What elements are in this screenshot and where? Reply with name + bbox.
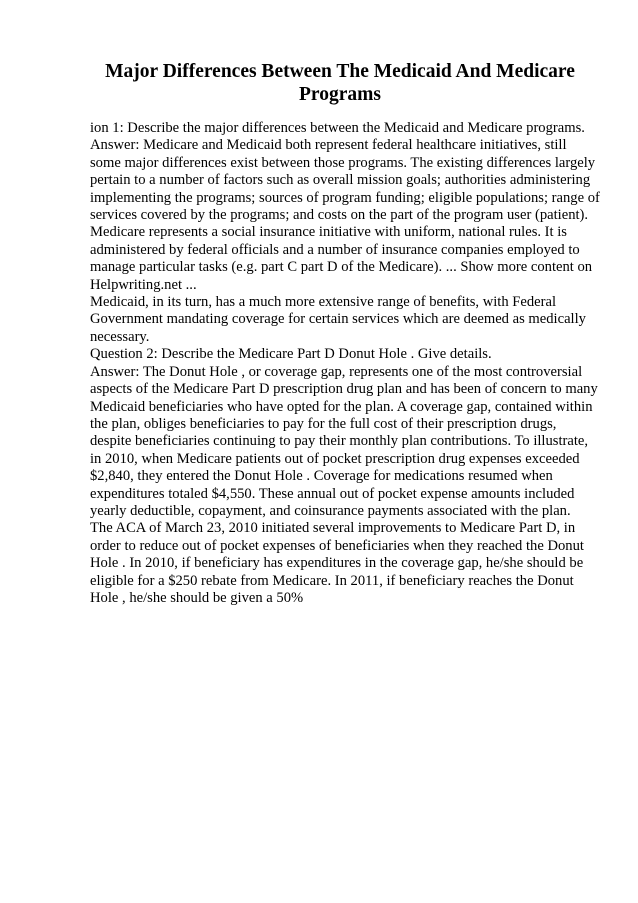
paragraph-medicare: Medicare represents a social insurance initiative with uniform, national rules. It is administered by federal officials and a number of insurance companies employed to manage particular tasks (e.g. part C part D of the Medicare). ... Show more content on Helpwriting.net ...	[90, 224, 593, 293]
paragraph-answer-2: Answer: The Donut Hole , or coverage gap, represents one of the most controversial aspects of the Medicare Part D prescription drug plan and has been of concern to many Medicaid beneficiaries who have opted for the plan. A coverage gap, contained within the plan, obliges beneficiaries to pay for the full cost of their prescription drugs, despite beneficiaries continuing to pay their monthly plan contributions. To illustrate, in 2010, when Medicare patients out of pocket prescription drug expenses exceeded $2,840, they entered the Donut Hole . Coverage for medications resumed when expenditures totaled $4,550. These annual out of pocket expense amounts included yearly deductible, copayment, and coinsurance payments associated with the plan.	[90, 363, 598, 519]
document-body	[90, 120, 600, 607]
paragraph-question-1: ion 1: Describe the major differences between the Medicaid and Medicare programs.	[90, 120, 585, 136]
document-title: Major Differences Between The Medicaid And Medicare Programs	[105, 61, 575, 105]
paragraph-answer-1: Answer: Medicare and Medicaid both represent federal healthcare initiatives, still some major differences exist between those programs. The existing differences largely pertain to a number of factors such as overall mission goals; authorities administering implementing the programs; sources of program funding; eligible populations; range of services covered by the programs; and costs on the part of the program user (patient).	[90, 137, 600, 224]
paragraph-aca: The ACA of March 23, 2010 initiated several improvements to Medicare Part D, in order to reduce out of pocket expenses of beneficiaries when they reached the Donut Hole . In 2010, if beneficiary has expenditures in the coverage gap, he/she should be eligible for a $250 rebate from Medicare. In 2011, if beneficiary reaches the Donut Hole , he/she should be given a 50%	[90, 520, 584, 606]
paragraph-medicaid: Medicaid, in its turn, has a much more extensive range of benefits, with Federal Government mandating coverage for certain services which are deemed as medically necessary.	[90, 294, 586, 345]
paragraph-question-2: Question 2: Describe the Medicare Part D Donut Hole . Give details.	[90, 346, 492, 363]
